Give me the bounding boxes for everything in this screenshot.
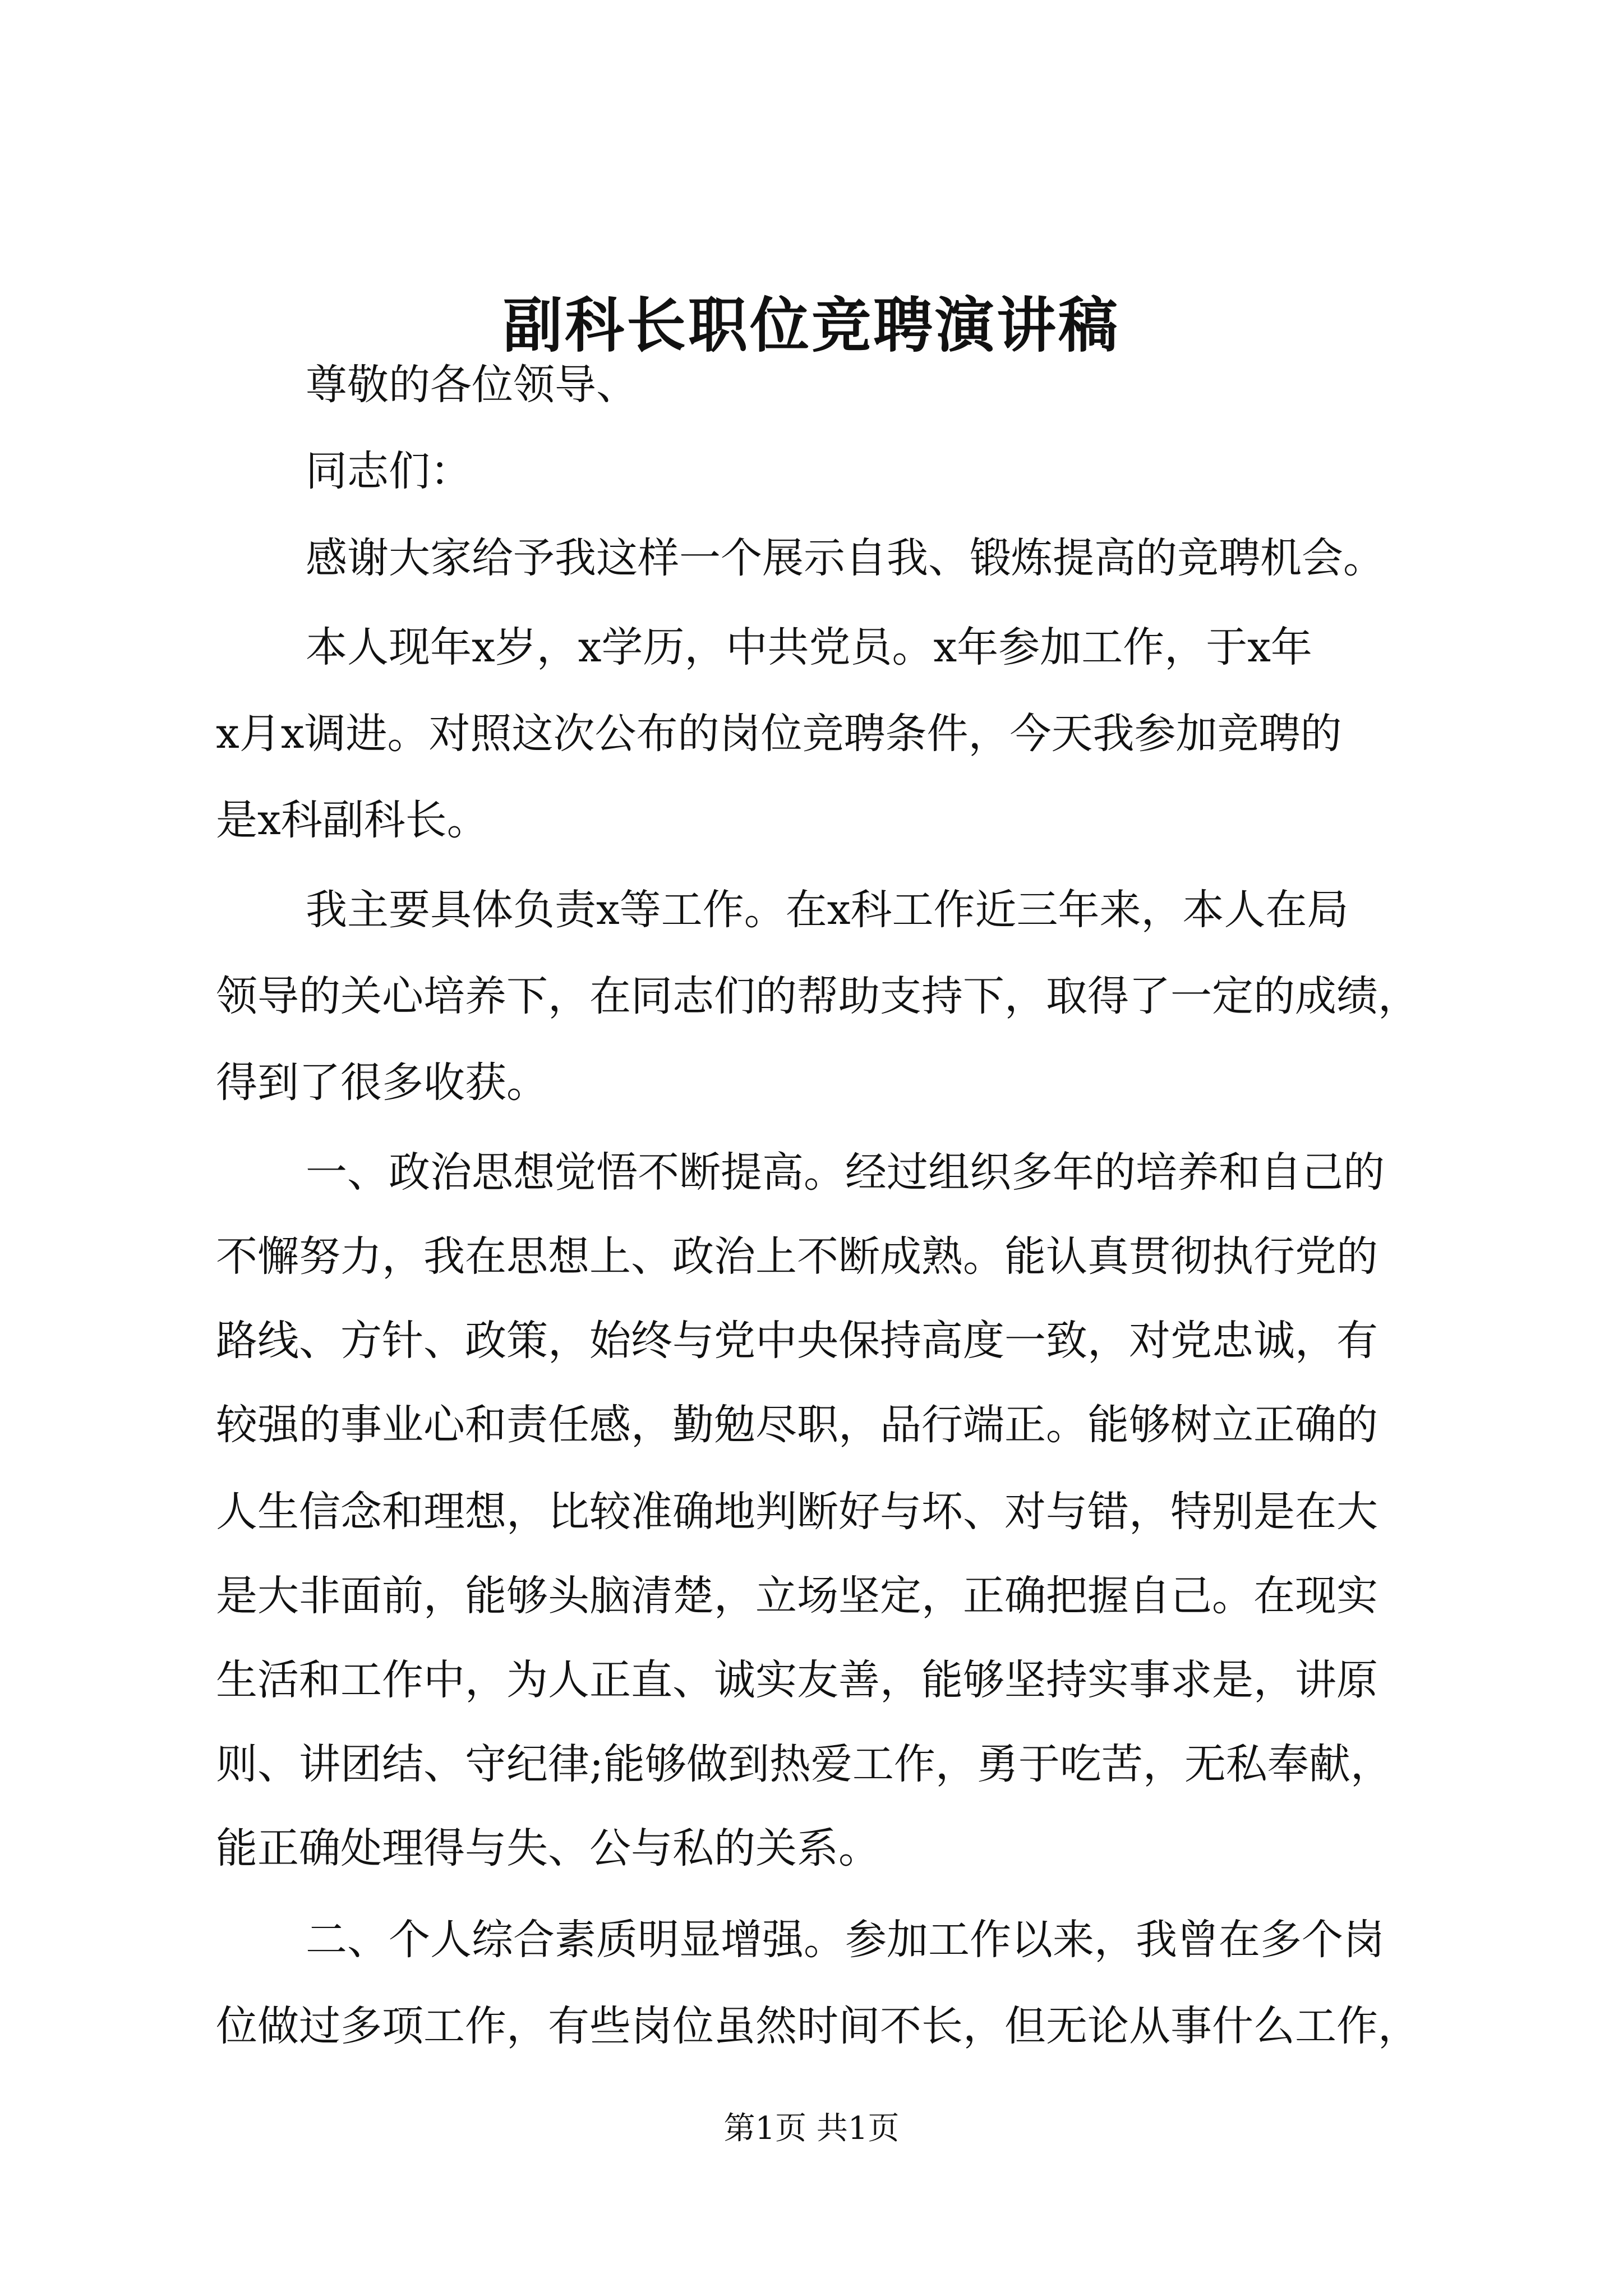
paragraph-line: 是大非面前，能够头脑清楚，立场坚定，正确把握自己。在现实 xyxy=(216,1572,1378,1620)
paragraph-line: x月x调进。对照这次公布的岗位竞聘条件，今天我参加竞聘的 xyxy=(216,710,1342,758)
paragraph-line: 领导的关心培养下，在同志们的帮助支持下，取得了一定的成绩， xyxy=(216,972,1419,1020)
paragraph-line: 生活和工作中，为人正直、诚实友善，能够坚持实事求是，讲原 xyxy=(216,1656,1378,1704)
paragraph-line: 能正确处理得与失、公与私的关系。 xyxy=(216,1824,880,1872)
paragraph-line: 二、个人综合素质明显增强。参加工作以来，我曾在多个岗 xyxy=(306,1916,1385,1964)
paragraph-line: 位做过多项工作，有些岗位虽然时间不长，但无论从事什么工作， xyxy=(216,2002,1419,2050)
paragraph-line: 路线、方针、政策，始终与党中央保持高度一致，对党忠诚，有 xyxy=(216,1317,1378,1365)
paragraph-line: 是x科副科长。 xyxy=(216,796,488,844)
paragraph-line: 一、政治思想觉悟不断提高。经过组织多年的培养和自己的 xyxy=(306,1148,1385,1197)
paragraph-line: 本人现年x岁，x学历，中共党员。x年参加工作，于x年 xyxy=(306,623,1312,671)
paragraph-line: 不懈努力，我在思想上、政治上不断成熟。能认真贯彻执行党的 xyxy=(216,1232,1378,1281)
paragraph-line: 感谢大家给予我这样一个展示自我、锻炼提高的竞聘机会。 xyxy=(306,534,1385,582)
salutation-line: 尊敬的各位领导、 xyxy=(306,361,638,409)
paragraph-line: 则、讲团结、守纪律;能够做到热爱工作，勇于吃苦，无私奉献， xyxy=(216,1740,1392,1788)
document-title: 副科长职位竞聘演讲稿 xyxy=(503,290,1120,360)
page-footer: 第1页 共1页 xyxy=(723,2110,900,2147)
paragraph-line: 较强的事业心和责任感，勤勉尽职，品行端正。能够树立正确的 xyxy=(216,1401,1378,1449)
paragraph-line: 我主要具体负责x等工作。在x科工作近三年来，本人在局 xyxy=(306,886,1349,934)
paragraph-line: 人生信念和理想，比较准确地判断好与坏、对与错，特别是在大 xyxy=(216,1488,1378,1536)
salutation-line: 同志们： xyxy=(306,447,472,495)
paragraph-line: 得到了很多收获。 xyxy=(216,1059,548,1107)
